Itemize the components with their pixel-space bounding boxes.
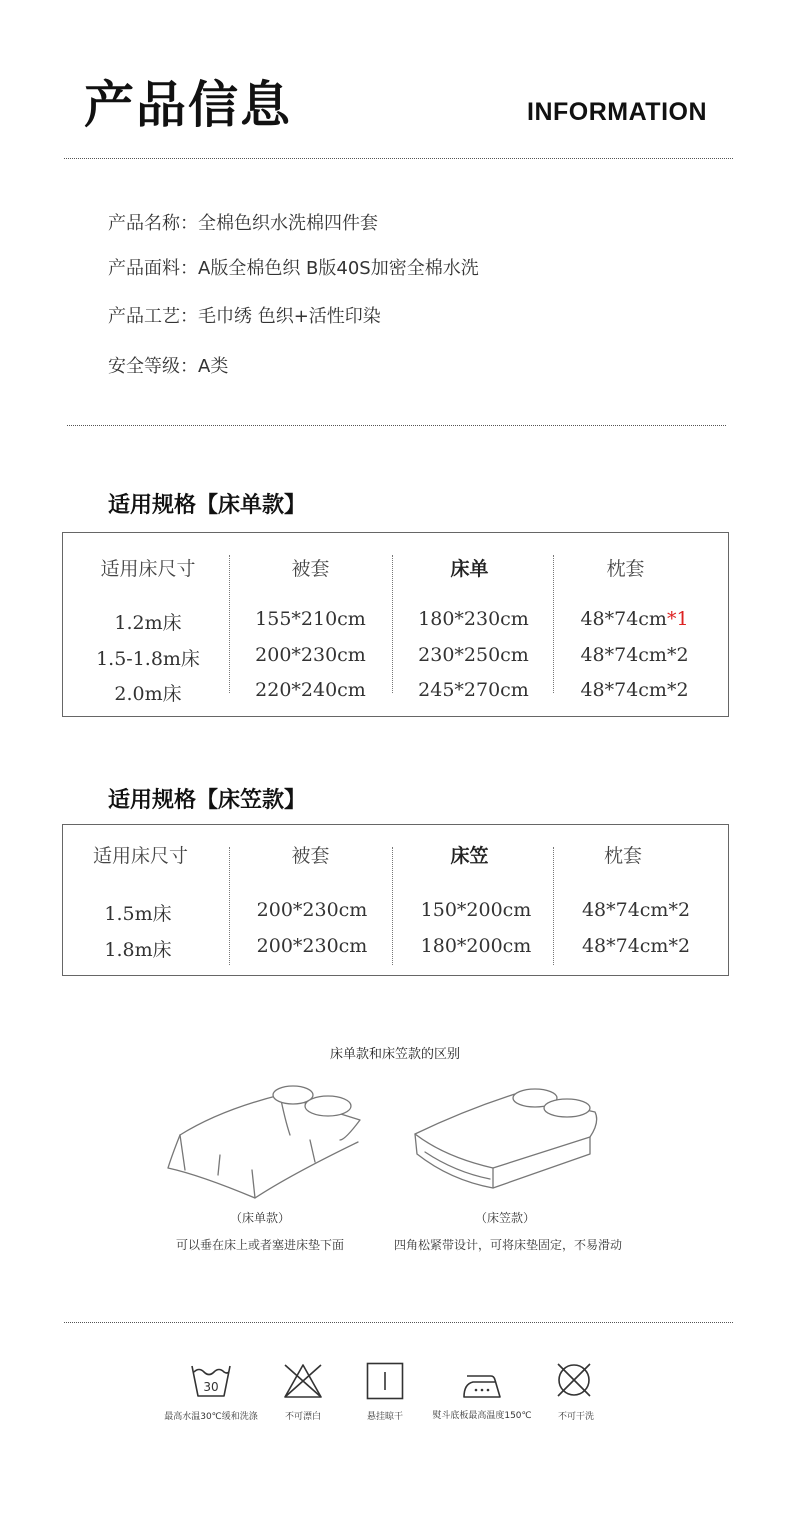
flat-sheet-description: 可以垂在床上或者塞进床垫下面 <box>175 1238 344 1252</box>
page-title: 产品信息 <box>84 76 292 134</box>
size-table-flat-sheet <box>62 532 729 717</box>
cell-flat-sheet: 245*270cm <box>418 679 529 701</box>
info-divider <box>67 425 726 426</box>
header-bed-size: 适用床尺寸 <box>92 845 188 867</box>
care-label-no-bleach: 不可漂白 <box>284 1412 321 1422</box>
wash-temperature-text: 30 <box>203 1380 219 1394</box>
care-label-wash: 最高水温30℃缓和洗涤 <box>164 1412 258 1422</box>
header-bed-size: 适用床尺寸 <box>100 558 196 580</box>
cell-pillowcase: 48*74cm*2 <box>580 679 689 701</box>
cell-duvet-cover: 155*210cm <box>255 608 366 630</box>
table2-heading: 适用规格【床笠款】 <box>108 788 307 813</box>
header-divider <box>64 158 733 159</box>
flat-sheet-label: （床单款） <box>229 1211 290 1225</box>
care-label-iron: 熨斗底板最高温度150℃ <box>432 1411 532 1421</box>
info-fabric: 产品面料：A版全棉色织 B版40S加密全棉水洗 <box>108 258 479 279</box>
cell-pillowcase: 48*74cm*2 <box>580 644 689 666</box>
cell-pillowcase: 48*74cm*2 <box>581 935 691 957</box>
header-duvet-cover: 被套 <box>291 845 330 867</box>
header-pillowcase: 枕套 <box>603 845 642 867</box>
wash-30-icon <box>190 1362 232 1400</box>
cell-fitted-sheet: 180*200cm <box>420 935 532 957</box>
care-divider <box>64 1322 733 1323</box>
care-label-hang-dry: 悬挂晾干 <box>366 1412 403 1422</box>
fitted-sheet-description: 四角松紧带设计，可将床垫固定，不易滑动 <box>393 1238 622 1252</box>
header-duvet-cover: 被套 <box>291 558 330 580</box>
cell-duvet-cover: 200*230cm <box>256 935 368 957</box>
info-safety-grade: 安全等级：A类 <box>108 356 229 377</box>
cell-bed-size: 1.5-1.8m床 <box>96 648 200 670</box>
diagram-title: 床单款和床笠款的区别 <box>329 1047 460 1062</box>
cell-fitted-sheet: 150*200cm <box>420 899 532 921</box>
care-label-no-dry-clean: 不可干洗 <box>557 1412 594 1422</box>
cell-bed-size: 1.5m床 <box>104 903 172 925</box>
iron-150-icon <box>461 1370 503 1400</box>
cell-flat-sheet: 180*230cm <box>418 608 529 630</box>
table1-heading: 适用规格【床单款】 <box>108 493 307 518</box>
hang-dry-icon <box>366 1362 404 1400</box>
header-pillowcase: 枕套 <box>606 558 645 580</box>
flat-sheet-bed-illustration <box>160 1080 370 1205</box>
cell-duvet-cover: 200*230cm <box>255 644 366 666</box>
info-craft: 产品工艺：毛巾绣 色织+活性印染 <box>108 306 381 327</box>
cell-pillowcase: 48*74cm*1 <box>580 608 689 630</box>
header-fitted-sheet: 床笠 <box>450 845 489 867</box>
header-flat-sheet: 床单 <box>450 558 489 580</box>
size-table-fitted-sheet <box>62 824 729 976</box>
cell-flat-sheet: 230*250cm <box>418 644 529 666</box>
cell-pillowcase: 48*74cm*2 <box>581 899 691 921</box>
cell-duvet-cover: 200*230cm <box>256 899 368 921</box>
info-product-name: 产品名称：全棉色织水洗棉四件套 <box>108 213 378 234</box>
fitted-sheet-bed-illustration <box>405 1082 605 1207</box>
fitted-sheet-label: （床笠款） <box>474 1211 535 1225</box>
page-title-english: INFORMATION <box>527 98 708 126</box>
cell-bed-size: 1.2m床 <box>114 612 182 634</box>
cell-bed-size: 1.8m床 <box>104 939 172 961</box>
no-dry-clean-icon <box>555 1361 593 1399</box>
cell-duvet-cover: 220*240cm <box>255 679 366 701</box>
cell-bed-size: 2.0m床 <box>114 683 182 705</box>
no-bleach-icon <box>282 1362 324 1400</box>
